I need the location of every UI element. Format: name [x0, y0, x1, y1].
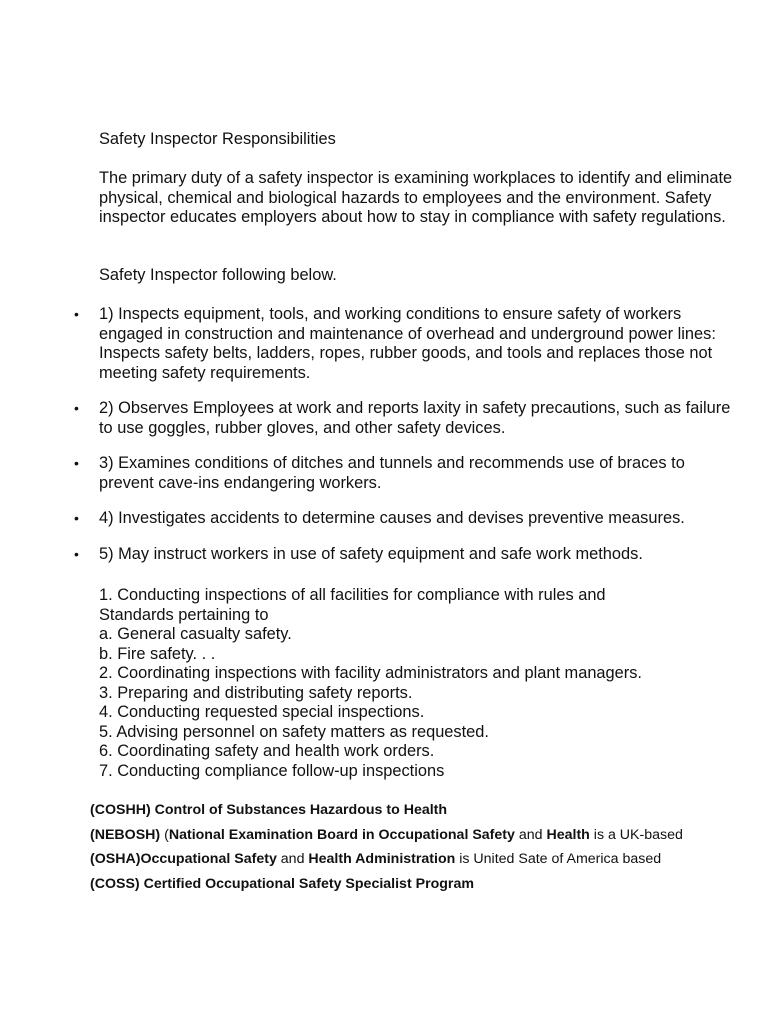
acronym-osha — [90, 847, 750, 872]
following-paragraph: Safety Inspector following below. — [99, 266, 337, 284]
bullet-text: 1) Inspects equipment, tools, and working conditions to ensure safety of workers engaged in construction and maintenance of overhead and underground power lines: Inspects safety belts, ladders, ropes, rubber goods, and tools and replaces those not meeting safety requirements. — [99, 305, 716, 382]
acronym-text: National Examination Board in Occupational Safety — [168, 826, 515, 843]
bullet-icon: • — [74, 455, 79, 471]
acronym-text: ( — [160, 826, 169, 843]
acronym-coshh: (COSHH) Control of Substances Hazardous to Health — [90, 802, 448, 818]
acronym-coss: (COSS) Certified Occupational Safety Specialist Program — [90, 875, 474, 892]
list-item — [0, 399, 739, 438]
bullet-text: 5) May instruct workers in use of safety equipment and safe work methods. — [99, 544, 643, 563]
list-item: 2. Coordinating inspections with facility administrators and plant managers. — [99, 664, 642, 682]
list-item: 5. Advising personnel on safety matters as requested. — [99, 722, 489, 741]
acronym-text: is a UK-based — [589, 826, 683, 843]
acronym-label: (OSHA)Occupational Safety — [90, 851, 277, 867]
bullet-icon: • — [74, 545, 79, 562]
acronym-label: (NEBOSH) — [90, 826, 161, 843]
duties-bullet-list — [0, 305, 768, 580]
acronym-nebosh — [90, 823, 750, 848]
list-item — [0, 305, 739, 383]
acronym-list — [90, 798, 750, 896]
list-item: 7. Conducting compliance follow-up inspections — [99, 761, 445, 780]
list-item: b. Fire safety. . . — [99, 644, 216, 663]
list-item — [0, 545, 739, 565]
list-item: 3. Preparing and distributing safety reports. — [99, 683, 413, 702]
acronym-text: Health — [546, 826, 590, 843]
acronym-text: and — [514, 826, 547, 843]
bullet-text: 3) Examines conditions of ditches and tunnels and recommends use of braces to prevent cave-ins endangering workers. — [99, 454, 685, 492]
bullet-text: 4) Investigates accidents to determine causes and devises preventive measures. — [99, 509, 685, 527]
list-item: 4. Conducting requested special inspections. — [99, 703, 425, 721]
bullet-icon: • — [74, 400, 79, 416]
intro-paragraph: The primary duty of a safety inspector is examining workplaces to identify and eliminate physical, chemical and biological hazards to employees and the environment. Safety inspector educates employers about how to stay in compliance with safety regulations. — [99, 169, 733, 226]
list-item — [0, 509, 739, 529]
list-item: 1. Conducting inspections of all facilities for compliance with rules and — [99, 586, 606, 604]
bullet-icon: • — [74, 306, 79, 322]
numbered-duties-list — [99, 586, 739, 781]
acronym-text: is United Sate of America based — [455, 851, 662, 867]
list-item: a. General casualty safety. — [99, 625, 292, 643]
document-title: Safety Inspector Responsibilities — [99, 130, 336, 148]
acronym-text: and — [276, 851, 309, 867]
bullet-icon: • — [74, 510, 79, 526]
list-item — [0, 454, 739, 493]
bullet-text: 2) Observes Employees at work and reports laxity in safety precautions, such as failure to use goggles, rubber gloves, and other safety devices. — [99, 399, 731, 437]
list-item: 6. Coordinating safety and health work orders. — [99, 742, 435, 760]
list-item: Standards pertaining to — [99, 605, 269, 624]
acronym-text: Health Administration — [308, 851, 456, 867]
